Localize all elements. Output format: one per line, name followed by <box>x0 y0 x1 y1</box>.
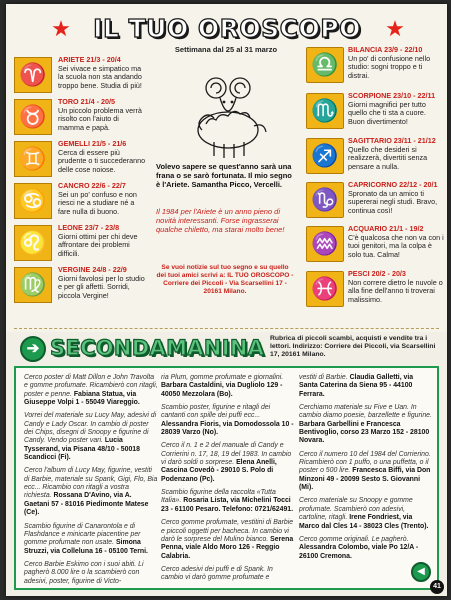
star-icon: ★ <box>385 16 405 41</box>
sign-acquario <box>302 223 447 265</box>
list-item <box>299 536 433 561</box>
ad-text: ria Plum, gomme profumate e giornalini. <box>161 374 284 381</box>
sign-text: Spronato da un amico ti supererai negli studi. Bravo, continua così! <box>348 188 438 215</box>
sign-pesci <box>302 268 447 310</box>
arrow-right-icon: ➔ <box>20 336 46 362</box>
list-item <box>299 374 433 399</box>
ad-text: Scambio figurine della raccolta «Tutta Italia». <box>161 489 276 505</box>
star-icon: ★ <box>51 16 71 41</box>
ad-contact: Serena Penna, viale Aldo Moro 126 - Reggio Calabria. <box>161 535 294 560</box>
sign-name: ACQUARIO 21/1 - 19/2 <box>348 224 424 233</box>
archer-icon: ♐ <box>306 138 344 174</box>
ad-text: Cerco gomme originali. Le pagherò. <box>299 535 409 543</box>
list-item <box>161 374 295 399</box>
virgin-icon: ♍ <box>14 267 52 303</box>
sign-sagittario <box>302 135 447 177</box>
sign-name: SAGITTARIO 23/11 - 21/12 <box>348 136 436 145</box>
ad-text: vestiti di Barbie. <box>299 374 348 381</box>
ad-contact: Rossana D'Avino, via A. Gaetani 57 - 81016 Piedimonte Matese (Ce). <box>24 492 149 517</box>
ad-contact: Barbara Garbellini e Francesca Bentivoglio, corso 23 Marzo 152 - 28100 Novara. <box>299 420 430 445</box>
sign-text: Un piccolo problema verrà risolto con l'aiuto di mamma e papà. <box>58 105 142 132</box>
ads-column-3 <box>299 374 433 566</box>
list-item <box>161 489 295 514</box>
list-item <box>24 561 158 586</box>
ram-icon: ♈ <box>14 57 52 93</box>
sign-name: CAPRICORNO 22/12 - 20/1 <box>348 180 438 189</box>
ad-contact: Francesca Biffi, via Don Minzoni 49 - 20099 Sesto S. Giovanni (Mi). <box>299 467 431 492</box>
sign-text: Cerca di essere più prudente o ti succederanno delle cose noiose. <box>58 147 146 174</box>
list-item <box>161 442 295 484</box>
ad-contact: Barbara Castaldini, via Dugliolo 129 - 40050 Mezzolara (Bo). <box>161 382 283 398</box>
ad-text: Scambio poster, figurine e ritagli dei cantanti con spille dei puffi ecc... <box>161 404 271 420</box>
water-bearer-icon: ♒ <box>306 226 344 262</box>
sign-text: C'è qualcosa che non va con i tuoi genitori, ma la colpa è solo tua. Calma! <box>348 232 444 259</box>
reader-letter: Volevo sapere se quest'anno sarà una frana o se sarò fortunata. Il mio segno è l'Ariete. Samantha Picco, Vercelli. <box>156 162 292 189</box>
ad-text: Cerco poster di Matt Dillon e John Travolta e gomme profumate. Ricambierò con ritagli, poster e penne. <box>24 374 158 398</box>
scorpion-icon: ♏ <box>306 93 344 129</box>
list-item <box>299 451 433 493</box>
sign-name: VERGINE 24/8 - 22/9 <box>58 265 127 274</box>
ram-illustration <box>154 54 304 160</box>
ad-text: Cerco materiale su Snoopy e gomme profumate. Scambierò con adesivi, cartoline, ritagli. <box>299 497 413 522</box>
ad-text: Cerco il n. 1 e 2 del manuale di Candy e Corrierini n. 17, 18, 19 del 1983. In cambio vi darò soldi o sorprese. <box>161 442 292 467</box>
ad-text: Cerco Barbie Eskimo con i suoi abiti. Li pagherò 8.000 lire o la scambierò con adesivi, poster, figurine di Victo- <box>24 560 144 585</box>
sign-name: TORO 21/4 - 20/5 <box>58 97 115 106</box>
sign-text: Sei vivace e simpatico ma la scuola non sta andando troppo bene. Studia di più! <box>58 63 142 90</box>
section-divider <box>14 328 439 330</box>
list-item <box>24 412 158 462</box>
sign-text: Un po' di confusione nello studio: sogni troppo e ti distrai. <box>348 53 431 80</box>
secondamanina-box <box>14 366 439 590</box>
ad-contact: Claudia Galletti, via Santa Caterina da Siena 95 - 44100 Ferrara. <box>299 374 414 398</box>
secondamanina-rubric: Rubrica di piccoli scambi, acquisti e vendite tra i lettori. Indirizzo: Corriere dei Piccoli, via Scarsellini 17, 20161 Milano. <box>270 335 436 359</box>
ad-contact: Alessandra Fioris, via Domodossola 10 - 28039 Varzo (No). <box>161 420 294 437</box>
list-item <box>24 374 158 407</box>
fish-icon: ♓ <box>306 271 344 307</box>
sign-scorpione <box>302 90 447 132</box>
ad-contact: Elena Anelli, Cascina Covedò - 29010 S. Polo di Podenzano (Pc). <box>161 459 277 483</box>
sign-text: Non correre dietro le nuvole o alla fine dell'anno ti troverai malissimo. <box>348 277 443 304</box>
sign-text: Sei un po' confuso e non riesci ne a studiare né a fare nulla di buono. <box>58 189 137 216</box>
sign-name: SCORPIONE 23/10 - 22/11 <box>348 91 436 100</box>
horoscope-footer: Se vuoi notizie sul tuo segno e su quello dei tuoi amici scrivi a: IL TUO OROSCOPO - Corriere dei Piccoli - Via Scarsellini 17 - 20161 Milano. <box>156 264 294 295</box>
sign-capricorno <box>302 179 447 221</box>
ads-column-1 <box>24 374 158 591</box>
ad-text: Cerco il numero 10 del 1984 del Corrierino. Ricambierò con 1 puffo, o una puffetta, o il poster o 500 lire. <box>299 450 431 475</box>
sign-bilancia <box>302 44 447 86</box>
ad-text: Vorrei del materiale su Lucy May, adesivi di Candy e Lady Oscar. In cambio di poster dei Chips, disegni di Snoopy e figurine di Candy. Vendo poster vari. <box>24 412 157 445</box>
sign-name: BILANCIA 23/9 - 22/10 <box>348 45 423 54</box>
sign-name: ARIETE 21/3 - 20/4 <box>58 55 121 64</box>
horoscope-week: Settimana dal 25 al 31 marzo <box>174 45 278 54</box>
list-item <box>24 523 158 556</box>
secondamanina-header <box>6 334 447 364</box>
ad-contact: Lucia Tysserand, via Pisana 48/10 - 50018 Scandicci (Fi). <box>24 437 140 462</box>
ad-text: Cerco adesivi dei puffi e di Spank. In cambio vi darò gomme profumate e <box>161 565 273 582</box>
list-item <box>161 404 295 437</box>
magazine-page <box>6 4 447 596</box>
scales-icon: ♎ <box>306 47 344 83</box>
horoscope-section <box>6 4 447 332</box>
list-item <box>161 566 295 583</box>
sign-name: LEONE 23/7 - 23/8 <box>58 223 120 232</box>
horoscope-answer: Il 1984 per l'Ariete è un anno pieno di novità interessanti. Forse ingrasserai qualche chiletto, ma starai molto bene! <box>156 207 285 234</box>
horoscope-title: IL TUO OROSCOPO <box>93 13 361 43</box>
ad-contact: Irene Fondriest, via Marco dal Cles 14 - 38023 Cles (Trento). <box>299 514 429 530</box>
ad-text: Cerchiamo materiale su Five e Uan. In cambio diamo poesie, barzellette e figurine. <box>299 404 432 420</box>
sign-text: Giorni favolosi per lo studio e per gli affetti. Sorridi, piccola Vergine! <box>58 273 145 300</box>
sign-name: CANCRO 22/6 - 22/7 <box>58 181 126 190</box>
bull-icon: ♉ <box>14 99 52 135</box>
arrow-left-icon: ◀ <box>411 562 431 582</box>
twins-icon: ♊ <box>14 141 52 177</box>
goat-icon: ♑ <box>306 182 344 218</box>
sign-text: Quello che desideri si realizzerà, divertiti senza pensare a nulla. <box>348 144 428 171</box>
ad-contact: Rosaria Lista, via Michelini Tocci 23 - 61100 Pesaro. Telefono: 0721/62491. <box>161 497 294 513</box>
ad-contact: Simona Struzzi, via Colleluna 16 - 05100 Terni. <box>24 539 148 555</box>
list-item <box>161 519 295 561</box>
secondamanina-title: SECONDAMANINA <box>50 336 265 360</box>
ads-column-2 <box>161 374 295 588</box>
ad-contact: Fabiana Statua, via Giuseppe Volpi 1 - 55049 Viareggio. <box>24 390 140 407</box>
page-number: 41 <box>430 580 444 594</box>
list-item <box>299 497 433 530</box>
crab-icon: ♋ <box>14 183 52 219</box>
lion-icon: ♌ <box>14 225 52 261</box>
list-item <box>24 467 158 517</box>
sign-name: GEMELLI 21/5 - 21/6 <box>58 139 127 148</box>
ad-text: Cerco gomme profumate, vestitini di Barbie e piccoli oggetti per bacheca. In cambio vi darò le sorprese del Mulino bianco. <box>161 519 294 543</box>
sign-name: PESCI 20/2 - 20/3 <box>348 269 406 278</box>
sign-text: Giorni magnifici per tutto quello che ti sta a cuore. Buon divertimento! <box>348 99 426 126</box>
ad-text: Cerco l'album di Lucy May, figurine, vestiti di Barbie, materiale su Spank, Gigi, Flo, Bia ecc... Ricambio con ritagli a vostra richiesta. <box>24 467 158 500</box>
ad-text: Scambio figurine di Canarontola e di Flashdance e minicarte piacentine per gomme profumate non usate. <box>24 522 141 547</box>
sign-text: Giorni ottimi per chi deve affrontare dei problemi difficili. <box>58 231 138 258</box>
list-item <box>299 404 433 446</box>
ad-contact: Alessandra Colombo, viale Po 12/A - 26100 Cremona. <box>299 544 419 560</box>
